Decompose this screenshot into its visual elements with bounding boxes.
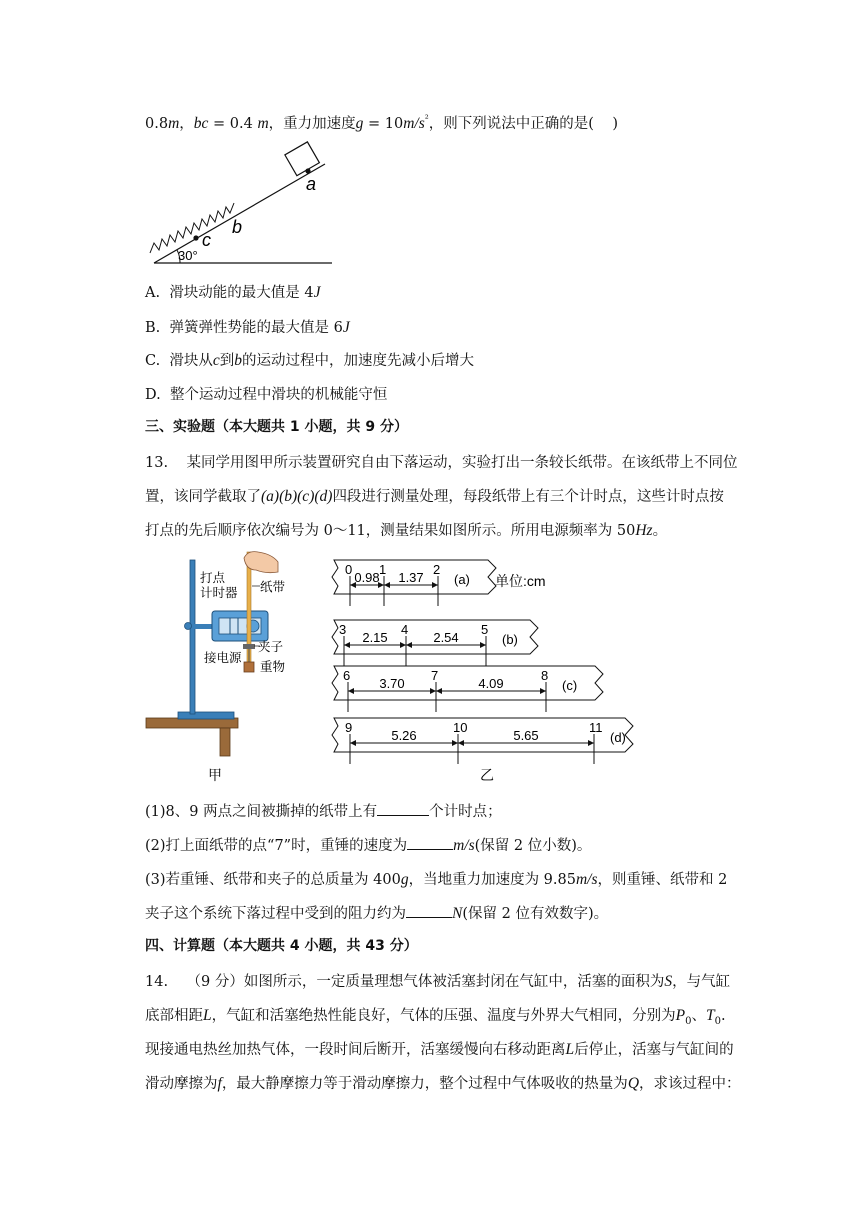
q14-line-1: 14. （9 分）如图所示，一定质量理想气体被活塞封闭在气缸中，活塞的面积为S，与气缸 [145,973,731,990]
distance-label: 2.54 [433,630,459,645]
power-label: 接电源 [204,651,242,665]
q13-line-3: 打点的先后顺序依次编号为 0～11，测量结果如图所示。所用电源频率为 50Hz。 [145,522,668,539]
angle-label: 30° [178,248,198,263]
distance-label: 4.09 [478,676,504,691]
point-c-label: c [202,230,211,250]
incline-spring-figure [140,140,340,270]
tape-label: 纸带 [260,580,286,594]
point-number: 8 [541,668,549,683]
point-number: 3 [339,622,347,637]
clip-label: 夹子 [258,640,284,654]
point-number: 1 [379,562,387,577]
point-number: 11 [589,720,603,735]
option-c: C. 滑块从c到b的运动过程中，加速度先减小后增大 [145,352,475,369]
q14-line-4: 滑动摩擦为f，最大静摩擦力等于滑动摩擦力，整个过程中气体吸收的热量为Q，求该过程中： [145,1075,741,1092]
point-number: 6 [343,668,351,683]
q13-sub-2: (2)打上面纸带的点“7”时，重锤的速度为 m/s(保留 2 位小数)。 [145,837,592,854]
option-a: A. 滑块动能的最大值是 4J [145,284,321,301]
distance-label: 0.98 [354,570,380,585]
point-number: 10 [453,720,468,735]
tape-d [332,718,633,752]
tape-tag: (c) [562,678,578,693]
timer-label-2: 计时器 [200,586,238,600]
q14-line-3: 现接通电热丝加热气体，一段时间后断开，活塞缓慢向右移动距离L后停止，活塞与气缸间的 [145,1041,734,1058]
option-d: D. 整个运动过程中滑块的机械能守恒 [145,387,388,403]
point-number: 0 [345,562,353,577]
distance-label: 3.70 [379,676,405,691]
option-b: B. 弹簧弹性势能的最大值是 6J [145,319,350,336]
tape-tag: (b) [502,632,518,647]
tape-tag: (a) [454,572,470,587]
q13-line-2: 置，该同学截取了(a)(b)(c)(d)四段进行测量处理，每段纸带上有三个计时点，这些计时点按 [145,488,724,505]
caption-jia: 甲 [208,767,222,783]
q14-line-2: 底部相距L，气缸和活塞绝热性能良好，气体的压强、温度与外界大气相同，分别为$P_0$、$T_0$. [145,1007,726,1027]
answer-blank-3[interactable] [406,903,452,918]
answer-blank-1[interactable] [377,801,429,816]
apparatus-figure [140,548,310,788]
point-number: 4 [401,622,409,637]
q12-condition-line: 0.8m，bc = 0.4 m，重力加速度$g = 10m/s^{^2}$，则下列说法中正确的是( ) [145,114,619,132]
distance-label: 5.65 [513,728,539,743]
point-a-label: a [306,174,317,194]
unit-label: 单位:cm [495,573,546,589]
q13-sub-1: (1)8、9 两点之间被撕掉的纸带上有 个计时点； [145,800,502,821]
weight-label: 重物 [260,660,286,674]
section-4-heading: 四、计算题（本大题共 4 小题，共 43 分） [145,938,418,954]
caption-yi: 乙 [480,767,494,783]
distance-label: 2.15 [362,630,388,645]
section-3-heading: 三、实验题（本大题共 1 小题，共 9 分） [145,419,408,435]
point-number: 5 [481,622,489,637]
q13-line-1: 13. 某同学用图甲所示装置研究自由下落运动，实验打出一条较长纸带。在该纸带上不同位 [145,455,738,471]
distance-label: 5.26 [391,728,417,743]
tape-tag: (d) [610,730,626,745]
point-number: 9 [345,720,353,735]
answer-blank-2[interactable] [407,835,453,850]
distance-label: 1.37 [398,570,424,585]
point-b-label: b [232,217,243,237]
point-number: 2 [433,562,441,577]
timer-label-1: 打点 [200,571,226,585]
q13-sub-3-line-2: 夹子这个系统下落过程中受到的阻力约为 N(保留 2 位有效数字)。 [145,905,609,922]
q13-sub-3-line-1: (3)若重锤、纸带和夹子的总质量为 400g，当地重力加速度为 9.85m/s，则重锤、纸带和 2 [145,871,728,888]
point-number: 7 [431,668,439,683]
paper-tapes-figure [320,548,650,788]
